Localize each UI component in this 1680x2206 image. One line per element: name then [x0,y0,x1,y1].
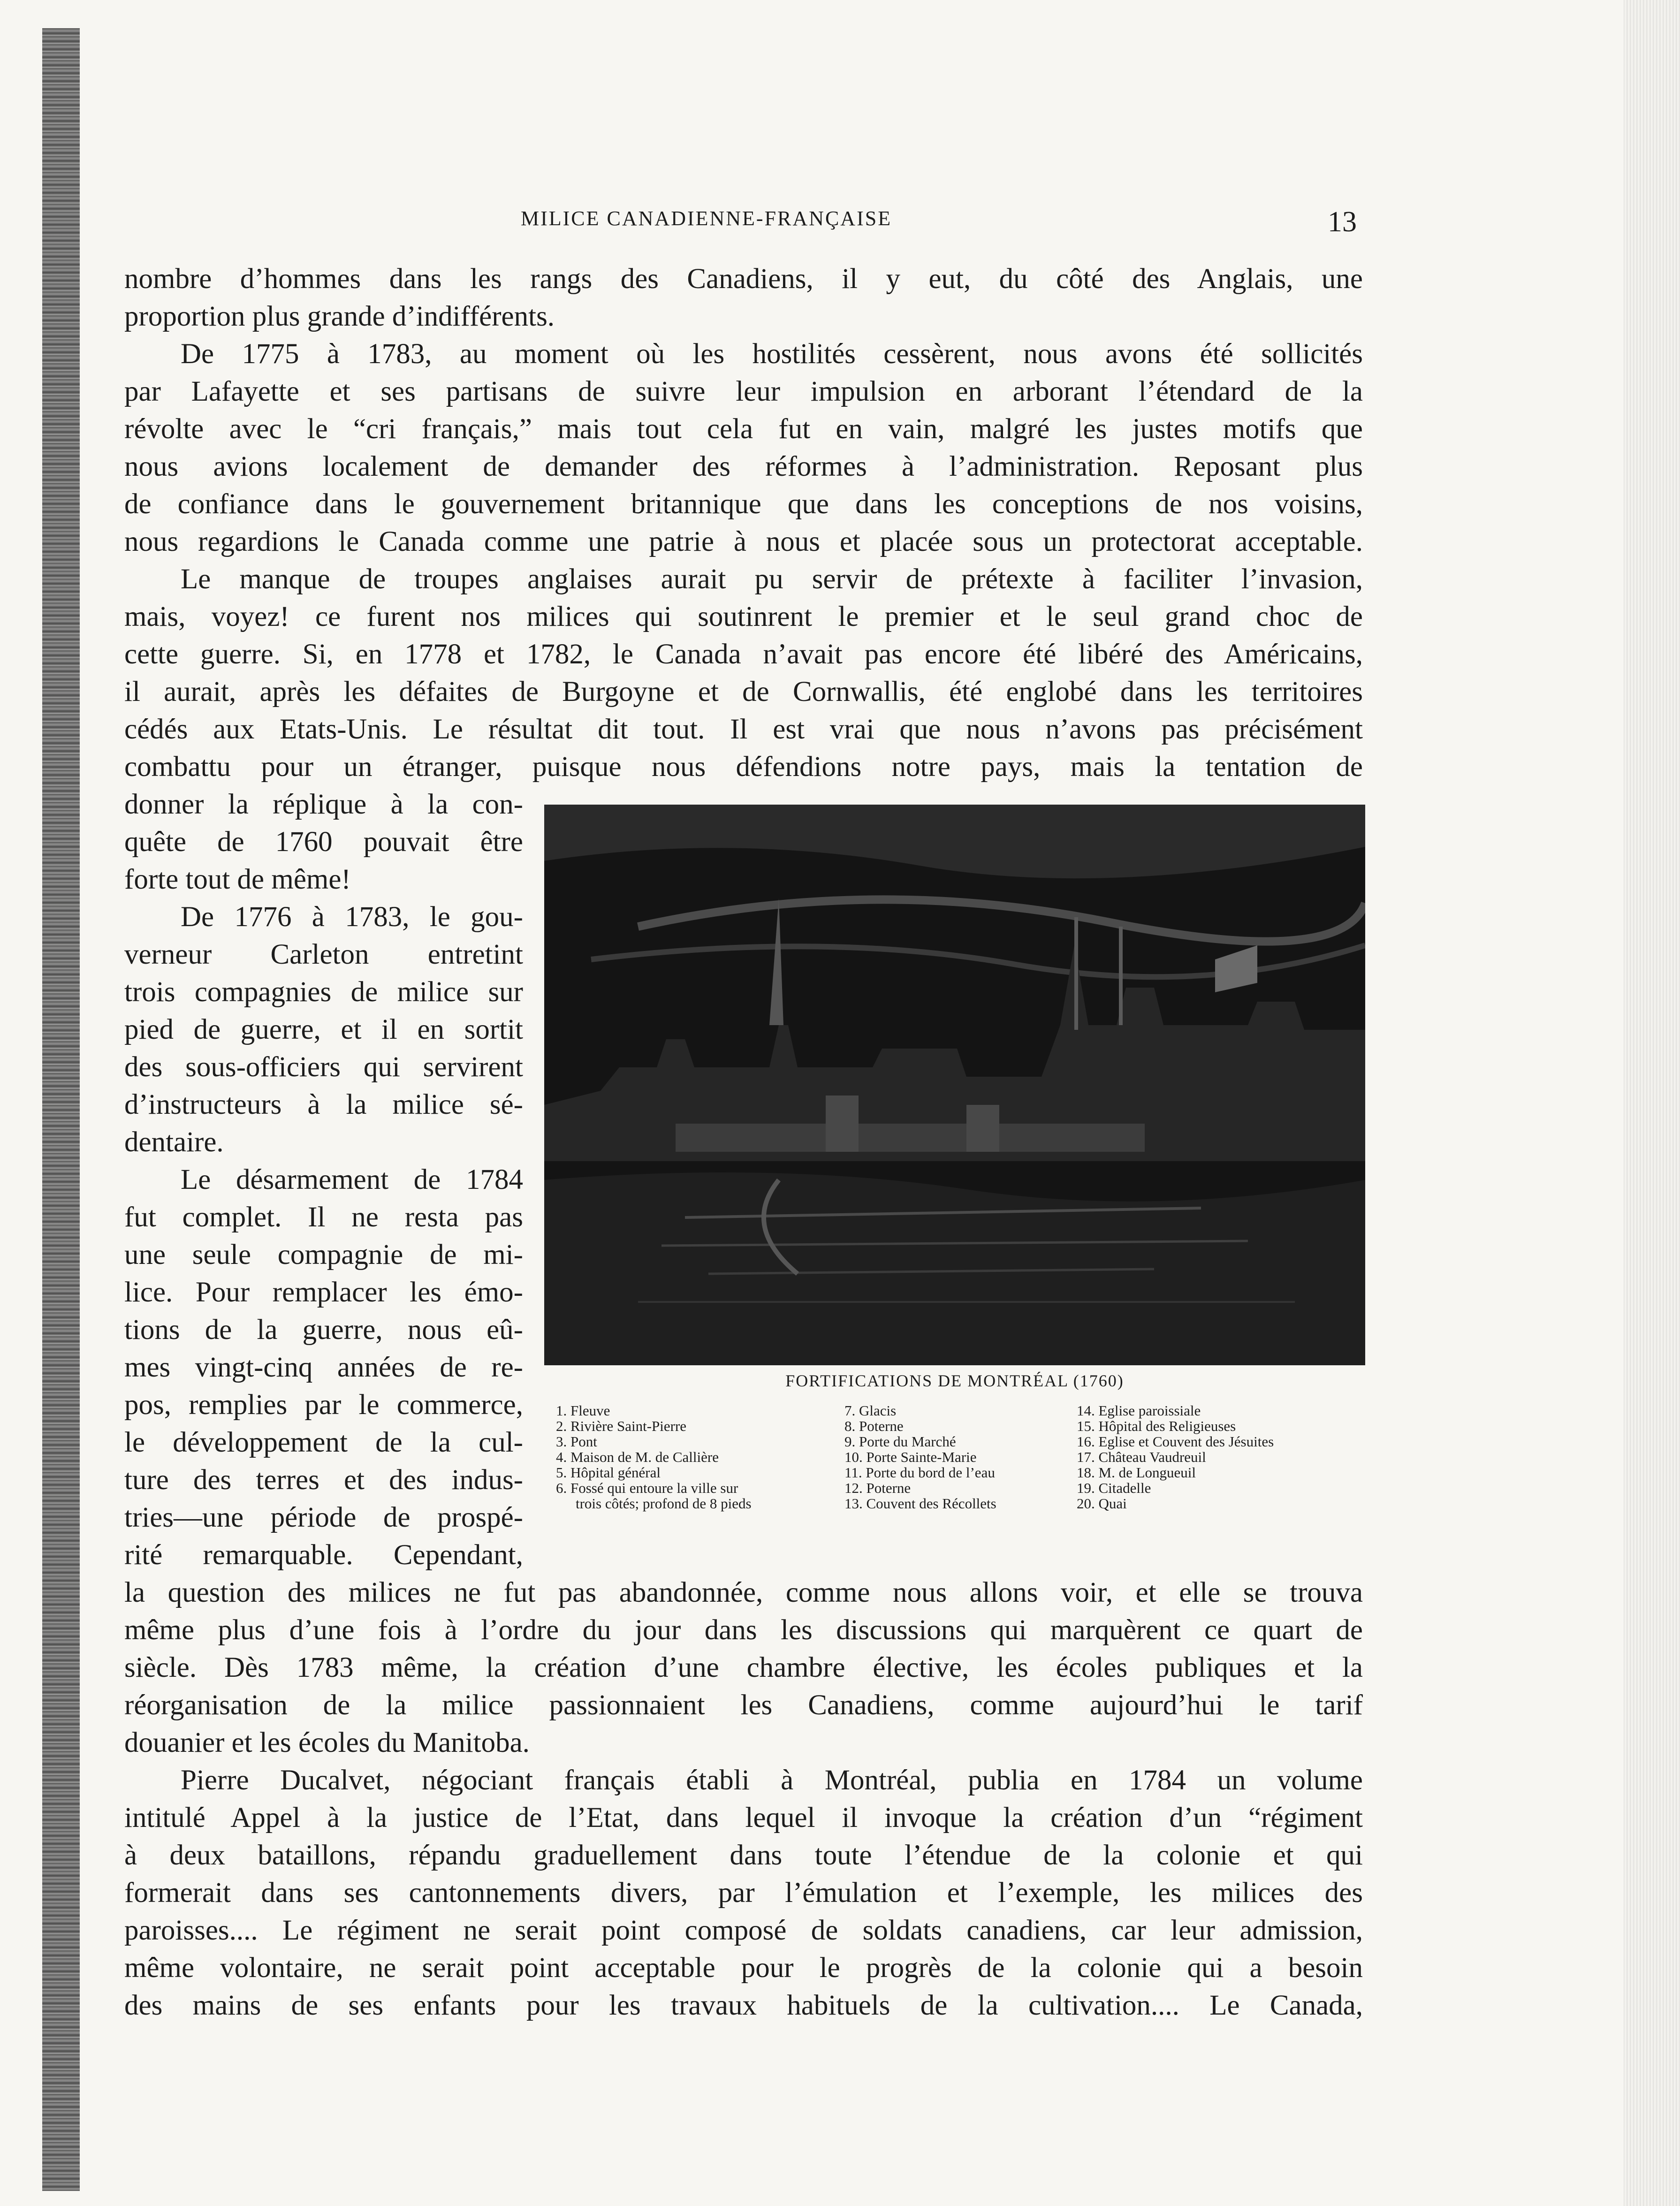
text-line: Pierre Ducalvet, négociant français établi à Montréal, publia en 1784 un volume [181,1765,1363,1796]
fortifications-engraving [544,805,1365,1365]
text-line: mes vingt-cinq années de re- [124,1352,523,1383]
text-line: la question des milices ne fut pas abandonnée, comme nous allons voir, et elle se trouva [124,1577,1363,1608]
legend-item: 17. Château Vaudreuil [1077,1449,1206,1465]
legend-item: 15. Hôpital des Religieuses [1077,1418,1236,1434]
text-line: le développement de la cul- [124,1427,523,1458]
text-line: tries—une période de prospé- [124,1502,523,1533]
text-line: fut complet. Il ne resta pas [124,1202,523,1233]
legend-item: 8. Poterne [844,1418,904,1434]
text-line: forte tout de même! [124,864,351,895]
binding-edge [42,28,80,2191]
legend-item: 5. Hôpital général [556,1464,661,1481]
text-line: nombre d’hommes dans les rangs des Canadiens, il y eut, du côté des Anglais, une [124,263,1363,295]
text-line: même plus d’une fois à l’ordre du jour dans les discussions qui marquèrent ce quart de [124,1614,1363,1646]
text-line: donner la réplique à la con- [124,789,523,820]
text-line: combattu pour un étranger, puisque nous défendions notre pays, mais la tentation de [124,751,1363,783]
text-line: réorganisation de la milice passionnaient les Canadiens, comme aujourd’hui le tarif [124,1689,1363,1721]
figure-legend-column-3 [1077,1403,1274,1511]
legend-item: 9. Porte du Marché [844,1433,956,1450]
legend-item: 12. Poterne [844,1480,911,1496]
legend-item: 6. Fossé qui entoure la ville sur [556,1480,738,1496]
text-line: douanier et les écoles du Manitoba. [124,1727,530,1758]
text-line: pied de guerre, et il en sortit [124,1014,523,1045]
text-line: de confiance dans le gouvernement britannique que dans les conceptions de nos voisins, [124,488,1363,520]
text-line: nous avions localement de demander des réformes à l’administration. Reposant plus [124,451,1363,482]
page-edge-shadow [1624,0,1680,2206]
text-line: intitulé Appel à la justice de l’Etat, dans lequel il invoque la création d’un “régiment [124,1802,1363,1833]
text-line: dentaire. [124,1126,224,1158]
text-line: siècle. Dès 1783 même, la création d’une chambre élective, les écoles publiques et la [124,1652,1363,1683]
legend-item: 4. Maison de M. de Callière [556,1449,719,1465]
text-line: quête de 1760 pouvait être [124,826,523,858]
figure-legend-column-2 [844,1403,996,1511]
text-line: nous regardions le Canada comme une patrie à nous et placée sous un protectorat acceptable. [124,526,1363,557]
text-line: De 1775 à 1783, au moment où les hostilités cessèrent, nous avons été sollicités [181,338,1363,370]
legend-item: 7. Glacis [844,1402,897,1419]
text-line: même volontaire, ne serait point acceptable pour le progrès de la colonie qui a besoin [124,1952,1363,1984]
legend-item: 10. Porte Sainte-Marie [844,1449,977,1465]
legend-item: 3. Pont [556,1433,597,1450]
legend-item: trois côtés; profond de 8 pieds [576,1495,752,1512]
figure-legend-column-1 [556,1403,752,1511]
legend-item: 11. Porte du bord de l’eau [844,1464,995,1481]
text-line: De 1776 à 1783, le gou- [181,901,523,933]
text-line: trois compagnies de milice sur [124,976,523,1008]
text-line: Le manque de troupes anglaises aurait pu servir de prétexte à faciliter l’invasion, [181,563,1363,595]
legend-item: 1. Fleuve [556,1402,610,1419]
text-line: cette guerre. Si, en 1778 et 1782, le Canada n’avait pas encore été libéré des Américains, [124,639,1363,670]
text-line: tions de la guerre, nous eû- [124,1314,523,1346]
text-line: cédés aux Etats-Unis. Le résultat dit tout. Il est vrai que nous n’avons pas précisément [124,714,1363,745]
text-line: proportion plus grande d’indifférents. [124,301,555,332]
text-line: formerait dans ses cantonnements divers, par l’émulation et l’exemple, les milices des [124,1877,1363,1909]
text-line: ture des terres et des indus- [124,1464,523,1496]
text-line: une seule compagnie de mi- [124,1239,523,1270]
legend-item: 18. M. de Longueuil [1077,1464,1196,1481]
text-line: lice. Pour remplacer les émo- [124,1277,523,1308]
text-line: des sous-officiers qui servirent [124,1051,523,1083]
legend-item: 13. Couvent des Récollets [844,1495,996,1512]
page-number: 13 [1328,206,1357,238]
text-line: Le désarmement de 1784 [181,1164,523,1195]
legend-item: 14. Eglise paroissiale [1077,1402,1201,1419]
engraving-art [544,805,1365,1365]
figure-caption: FORTIFICATIONS DE MONTRÉAL (1760) [785,1371,1124,1390]
text-line: rité remarquable. Cependant, [124,1539,523,1571]
text-line: il aurait, après les défaites de Burgoyne et de Cornwallis, été englobé dans les territoires [124,676,1363,707]
text-line: d’instructeurs à la milice sé- [124,1089,523,1120]
text-line: verneur Carleton entretint [124,939,523,970]
text-line: pos, remplies par le commerce, [124,1389,523,1421]
running-title: MILICE CANADIENNE-FRANÇAISE [521,207,892,230]
text-line: des mains de ses enfants pour les travaux habituels de la cultivation.... Le Canada, [124,1990,1363,2021]
legend-item: 16. Eglise et Couvent des Jésuites [1077,1433,1274,1450]
legend-item: 19. Citadelle [1077,1480,1151,1496]
text-line: paroisses.... Le régiment ne serait point composé de soldats canadiens, car leur admission, [124,1915,1363,1946]
text-line: révolte avec le “cri français,” mais tout cela fut en vain, malgré les justes motifs que [124,413,1363,445]
text-line: à deux bataillons, répandu graduellement dans toute l’étendue de la colonie et qui [124,1840,1363,1871]
legend-item: 2. Rivière Saint-Pierre [556,1418,687,1434]
text-line: mais, voyez! ce furent nos milices qui soutinrent le premier et le seul grand choc de [124,601,1363,632]
legend-item: 20. Quai [1077,1495,1127,1512]
text-line: par Lafayette et ses partisans de suivre leur impulsion en arborant l’étendard de la [124,376,1363,407]
